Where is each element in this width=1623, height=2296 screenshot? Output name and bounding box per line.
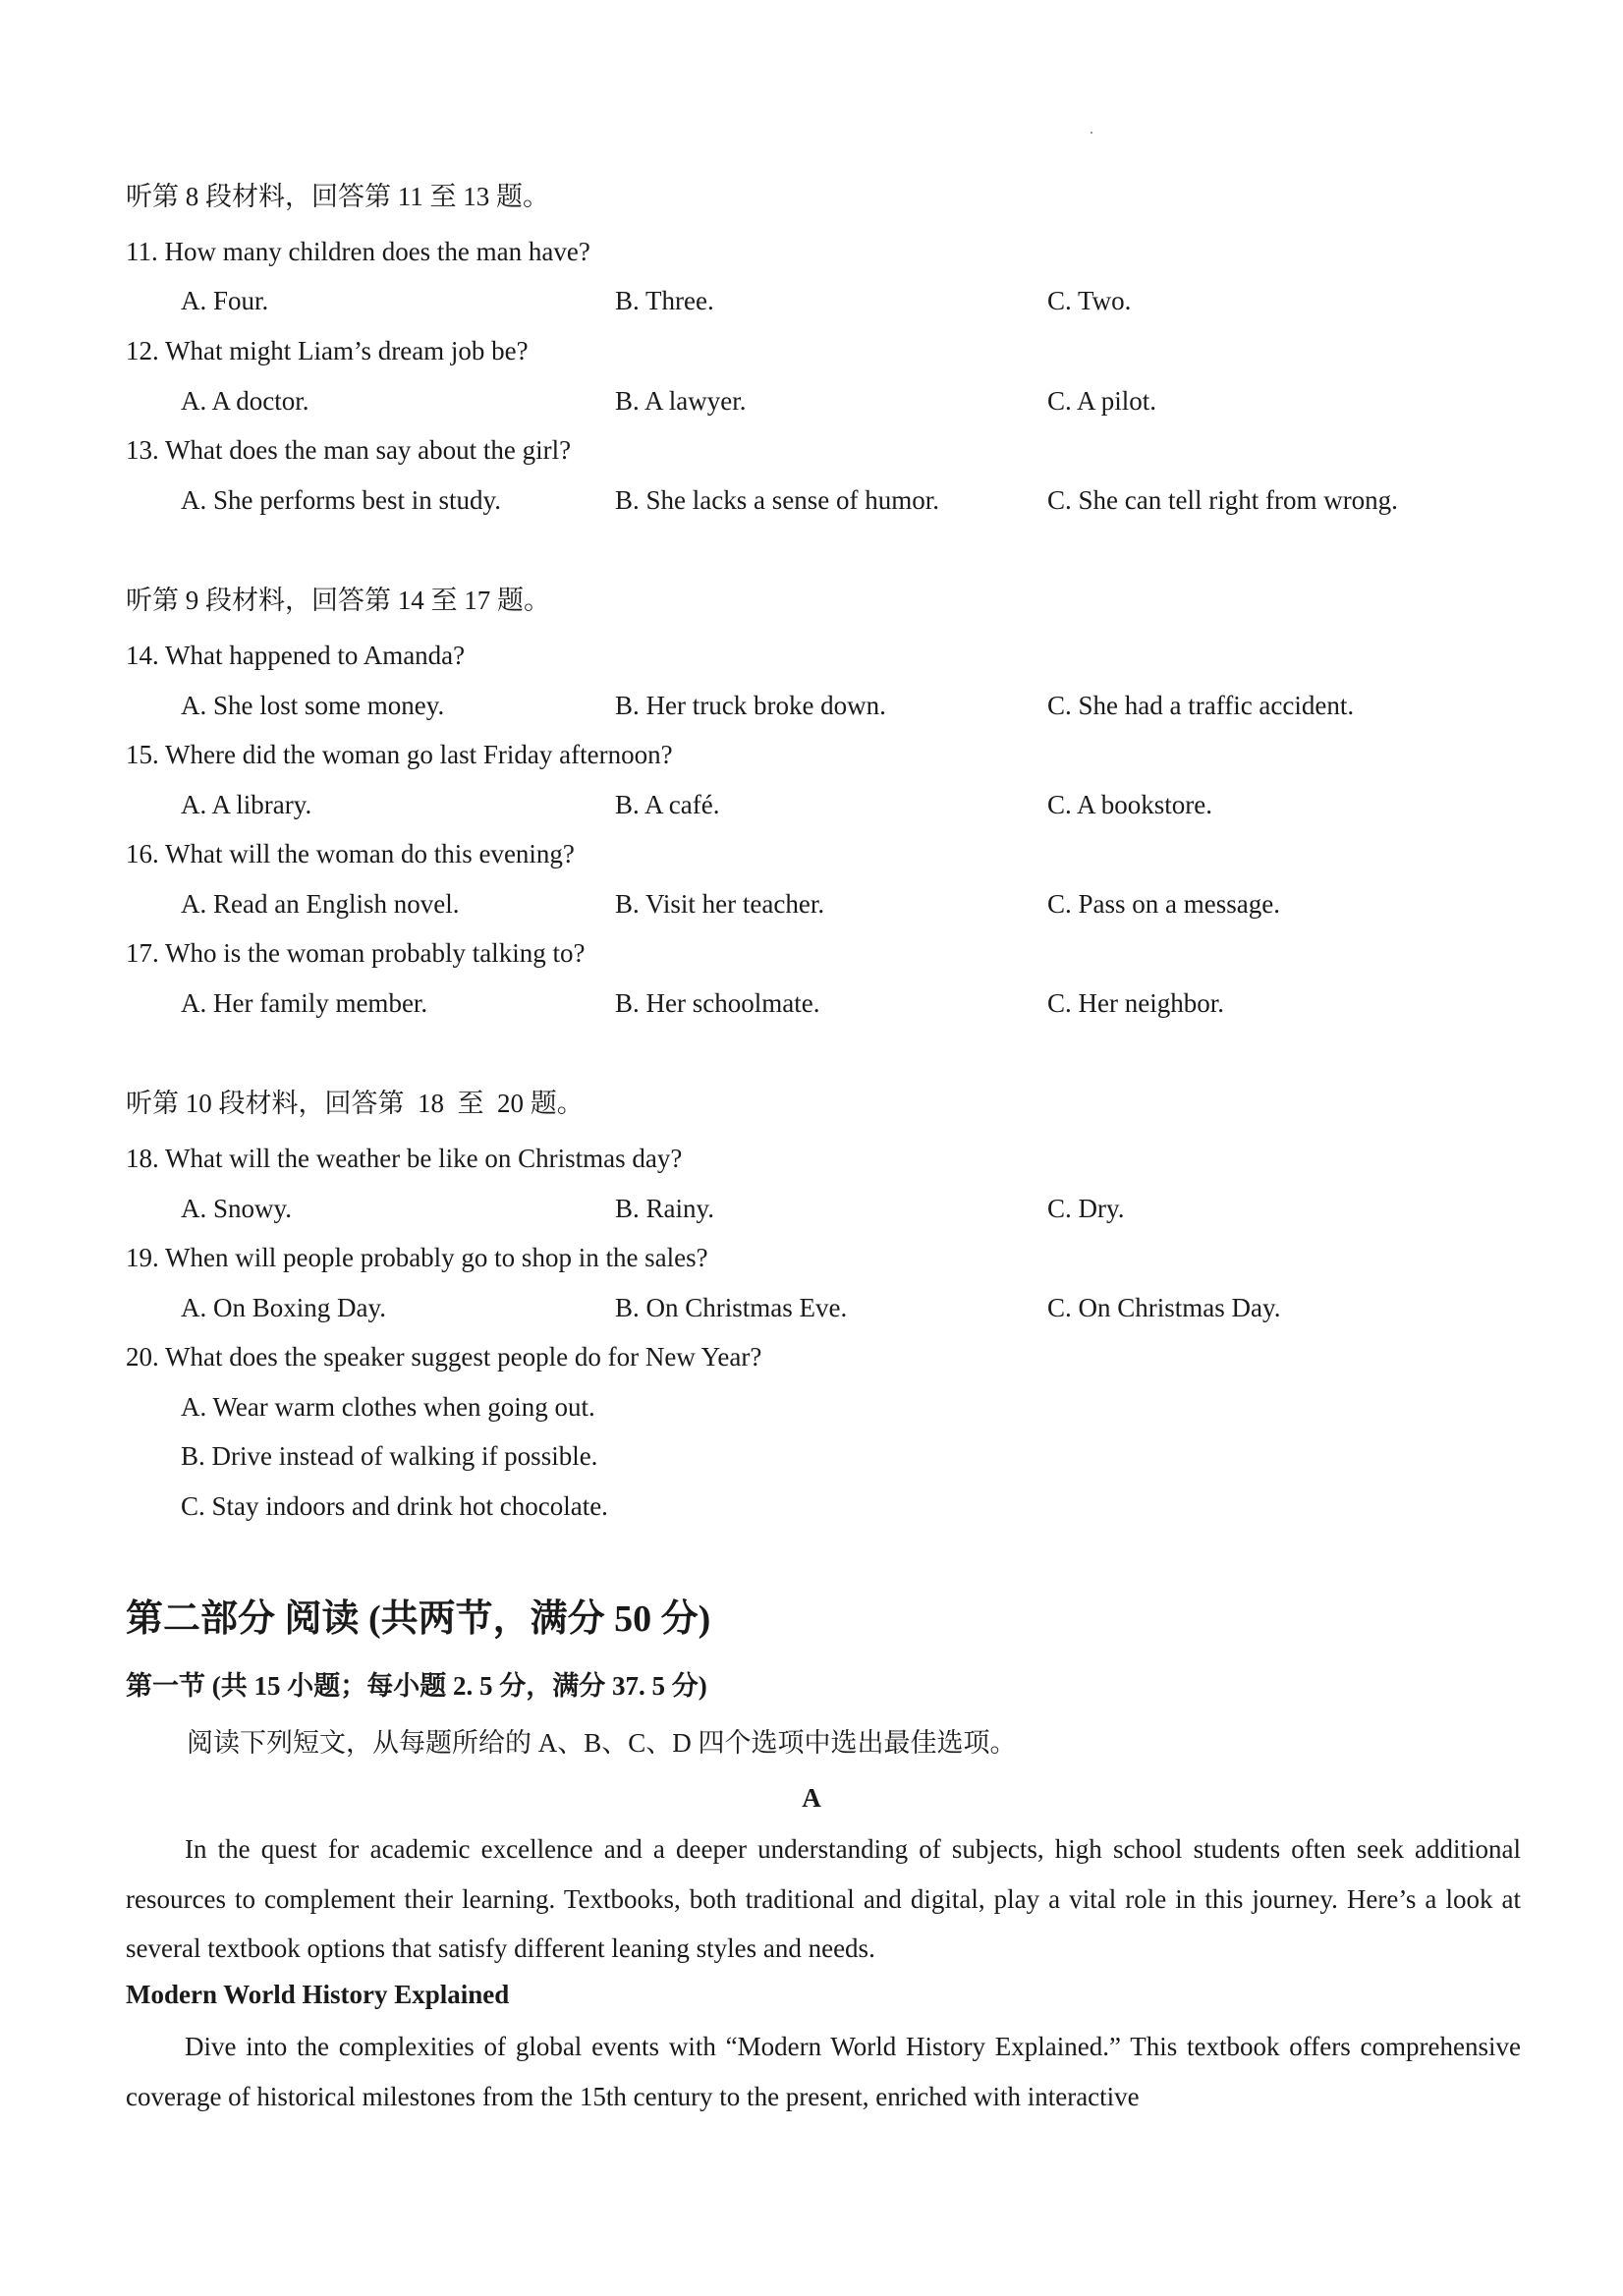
question-16-option-b: B. Visit her teacher. [615, 889, 825, 919]
section-8-header: 听第 8 段材料，回答第 11 至 13 题。 [126, 182, 549, 211]
intro-paragraph: In the quest for academic excellence and a deeper understanding of subjects, high school students often seek additional resources to complement their learning. Textbooks, both traditional and digital, play a vital role in this journey. Here’s a look at several textbook options that satisfy different leaning styles and needs. [126, 1834, 1521, 1963]
part-2-title: 第二部分 阅读 (共两节，满分 50 分) [126, 1598, 711, 1640]
section-9-header: 听第 9 段材料，回答第 14 至 17 题。 [126, 586, 550, 615]
question-19-option-c: C. On Christmas Day. [1047, 1293, 1281, 1322]
question-18-stem: 18. What will the weather be like on Christmas day? [126, 1144, 683, 1173]
question-18-option-c: C. Dry. [1047, 1194, 1125, 1223]
question-15-stem: 15. Where did the woman go last Friday afternoon? [126, 740, 673, 769]
book-paragraph: Dive into the complexities of global events with “Modern World History Explained.” This textbook offers comprehensive coverage of historical milestones from the 15th century to the present, enriched with interactive [126, 2032, 1521, 2111]
question-14-option-b: B. Her truck broke down. [615, 691, 886, 720]
question-11-option-b: B. Three. [615, 286, 714, 315]
passage-letter: A [802, 1783, 821, 1813]
question-19-option-a: A. On Boxing Day. [181, 1293, 386, 1322]
question-16-option-a: A. Read an English novel. [181, 889, 460, 919]
question-12-option-a: A. A doctor. [181, 386, 309, 416]
question-11-option-c: C. Two. [1047, 286, 1132, 315]
question-20-option-c: C. Stay indoors and drink hot chocolate. [181, 1491, 608, 1521]
question-19-stem: 19. When will people probably go to shop in the sales? [126, 1243, 708, 1272]
question-11-stem: 11. How many children does the man have? [126, 237, 590, 266]
question-13-option-a: A. She performs best in study. [181, 485, 501, 515]
question-13-stem: 13. What does the man say about the girl? [126, 435, 572, 465]
question-18-option-b: B. Rainy. [615, 1194, 714, 1223]
question-17-option-a: A. Her family member. [181, 988, 428, 1018]
section-10-header: 听第 10 段材料，回答第 18 至 20 题。 [126, 1089, 584, 1118]
question-20-stem: 20. What does the speaker suggest people do for New Year? [126, 1342, 762, 1372]
question-14-option-a: A. She lost some money. [181, 691, 445, 720]
question-19-option-b: B. On Christmas Eve. [615, 1293, 848, 1322]
question-16-option-c: C. Pass on a message. [1047, 889, 1280, 919]
question-12-option-b: B. A lawyer. [615, 386, 747, 416]
question-12-option-c: C. A pilot. [1047, 386, 1157, 416]
question-18-option-a: A. Snowy. [181, 1194, 293, 1223]
book-subheading: Modern World History Explained [126, 1980, 510, 2009]
question-14-option-c: C. She had a traffic accident. [1047, 691, 1355, 720]
section-1-title: 第一节 (共 15 小题；每小题 2. 5 分，满分 37. 5 分) [126, 1671, 707, 1701]
question-15-option-b: B. A café. [615, 790, 720, 819]
question-15-option-a: A. A library. [181, 790, 312, 819]
question-11-option-a: A. Four. [181, 286, 269, 315]
reading-instruction: 阅读下列短文，从每题所给的 A、B、C、D 四个选项中选出最佳选项。 [187, 1728, 1017, 1758]
question-16-stem: 16. What will the woman do this evening? [126, 839, 575, 868]
question-17-stem: 17. Who is the woman probably talking to? [126, 938, 586, 968]
question-17-option-b: B. Her schoolmate. [615, 988, 820, 1018]
question-20-option-b: B. Drive instead of walking if possible. [181, 1441, 598, 1471]
scan-speck [1091, 132, 1092, 134]
question-17-option-c: C. Her neighbor. [1047, 988, 1224, 1018]
question-13-option-b: B. She lacks a sense of humor. [615, 485, 939, 515]
question-12-stem: 12. What might Liam’s dream job be? [126, 336, 529, 365]
question-20-option-a: A. Wear warm clothes when going out. [181, 1392, 595, 1422]
question-13-option-c: C. She can tell right from wrong. [1047, 485, 1398, 515]
question-15-option-c: C. A bookstore. [1047, 790, 1213, 819]
question-14-stem: 14. What happened to Amanda? [126, 641, 466, 670]
